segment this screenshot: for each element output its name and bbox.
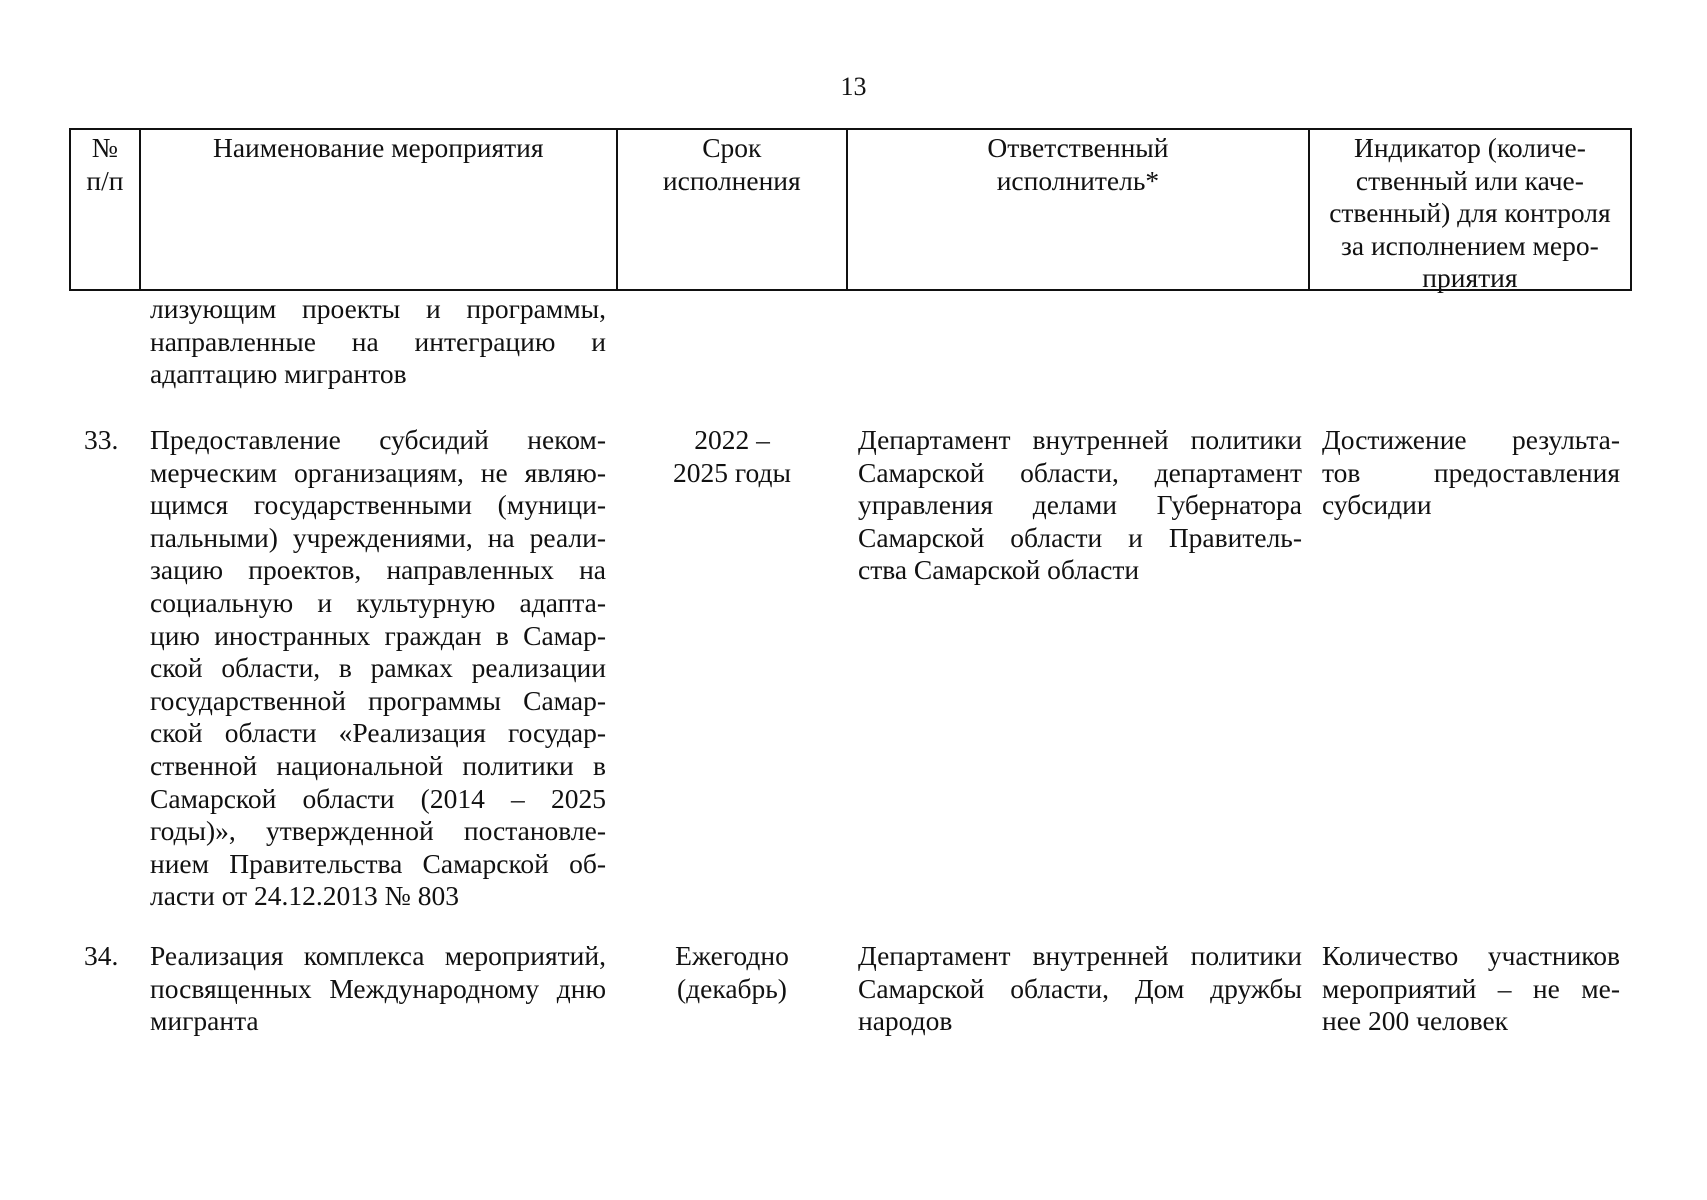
name-line: мигранта [150, 1005, 259, 1037]
name-line: ской области, в рамках реализации [150, 652, 606, 684]
indicator-line: Количество участников [1322, 940, 1620, 971]
indicator-line: субсидии [1322, 489, 1432, 521]
name-line: государственной программы Самар- [150, 684, 606, 716]
name-line: цию иностранных граждан в Самар- [150, 619, 606, 651]
name-line: направленные на интеграцию и [150, 325, 606, 357]
term-line: (декабрь) [677, 972, 787, 1004]
name-line: адаптацию мигрантов [150, 358, 407, 390]
name-line: Предоставление субсидий неком- [150, 424, 606, 455]
header-num-line: п/п [86, 164, 124, 196]
header-indicator-line: приятия [1422, 262, 1518, 294]
row-name [150, 293, 606, 391]
responsible-line: управления делами Губернатора [858, 489, 1302, 521]
responsible-line: Департамент внутренней политики [858, 940, 1302, 971]
responsible-line: народов [858, 1005, 953, 1037]
name-line: ской области «Реализация государ- [150, 717, 606, 749]
header-num-line: № [91, 132, 119, 163]
responsible-line: Самарской области, департамент [858, 456, 1302, 488]
name-line: нием Правительства Самарской об- [150, 847, 606, 879]
row-number: 34. [84, 940, 119, 971]
term-line: Ежегодно [675, 940, 789, 971]
name-line: годы)», утвержденной постановле- [150, 815, 606, 847]
responsible-line: Самарской области, Дом дружбы [858, 972, 1302, 1004]
indicator-line: нее 200 человек [1322, 1005, 1509, 1037]
row-term [618, 424, 846, 489]
row-number: 33. [84, 424, 119, 455]
table-header [69, 128, 1632, 294]
header-term-line: исполнения [662, 164, 801, 196]
row-name [150, 424, 606, 913]
header-term-line: Срок [702, 132, 762, 163]
page-number: 13 [840, 72, 867, 101]
header-indicator [1310, 130, 1630, 294]
row-indicator [1322, 940, 1620, 1038]
name-line: Самарской области (2014 – 2025 [150, 782, 606, 814]
name-line: зацию проектов, направленных на [150, 554, 606, 586]
row-responsible [858, 940, 1302, 1038]
name-line: ласти от 24.12.2013 № 803 [150, 880, 460, 912]
name-line: Реализация комплекса мероприятий, [150, 940, 606, 971]
name-line: ственной национальной политики в [150, 749, 606, 781]
name-line: щимся государственными (муници- [150, 489, 606, 521]
header-indicator-line: ственный) для контроля [1329, 197, 1611, 229]
header-responsible-line: исполнитель* [996, 164, 1160, 196]
name-line: лизующим проекты и программы, [150, 293, 606, 324]
header-indicator-line: за исполнением меро- [1341, 229, 1599, 261]
row-name [150, 940, 606, 1038]
term-line: 2022 – [694, 424, 770, 455]
header-responsible-line: Ответственный [987, 132, 1169, 163]
indicator-line: мероприятий – не ме- [1322, 972, 1620, 1004]
header-indicator-line: Индикатор (количе- [1353, 132, 1586, 163]
row-responsible [858, 424, 1302, 587]
name-line: мерческим организациям, не являю- [150, 456, 606, 488]
header-name: Наименование мероприятия [141, 130, 618, 289]
header-responsible [848, 130, 1310, 289]
row-indicator [1322, 424, 1620, 522]
row-term [618, 940, 846, 1005]
responsible-line: Департамент внутренней политики [858, 424, 1302, 455]
term-line: 2025 годы [673, 456, 791, 488]
header-indicator-line: ственный или каче- [1355, 164, 1584, 196]
indicator-line: Достижение результа- [1322, 424, 1620, 455]
header-term [618, 130, 848, 289]
header-num [71, 130, 141, 289]
responsible-line: Самарской области и Правитель- [858, 521, 1302, 553]
indicator-line: тов предоставления [1322, 456, 1620, 488]
name-line: пальными) учреждениями, на реали- [150, 521, 606, 553]
name-line: посвященных Международному дню [150, 972, 606, 1004]
name-line: социальную и культурную адапта- [150, 586, 606, 618]
responsible-line: ства Самарской области [858, 554, 1140, 586]
